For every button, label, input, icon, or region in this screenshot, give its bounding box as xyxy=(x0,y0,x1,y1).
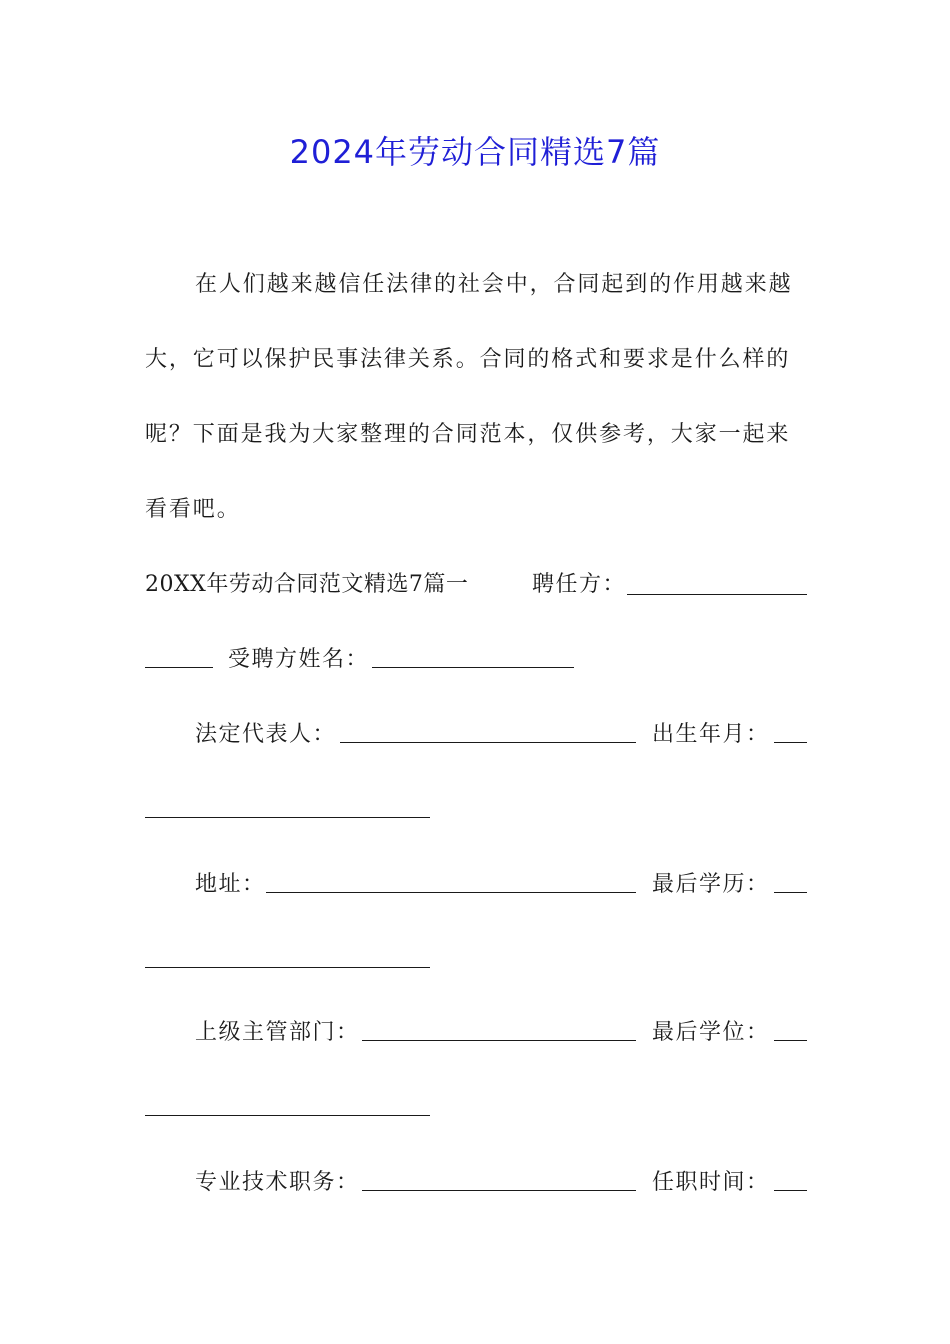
tenure-label: 任职时间： xyxy=(652,1170,770,1195)
employee-name-label: 受聘方姓名： xyxy=(228,647,370,672)
intro-line-2: 大，它可以保护民事法律关系。合同的格式和要求是什么样的 xyxy=(145,347,791,372)
intro-line-3: 呢？下面是我为大家整理的合同范本，仅供参考，大家一起来 xyxy=(145,422,791,447)
tenure-blank xyxy=(774,1190,807,1191)
employer-blank xyxy=(627,594,807,595)
intro-line-1: 在人们越来越信任法律的社会中，合同起到的作用越来越 xyxy=(195,272,793,297)
title-duty-label: 专业技术职务： xyxy=(195,1170,360,1195)
supervisor-label: 上级主管部门： xyxy=(195,1020,360,1045)
degree-blank-cont xyxy=(145,1115,430,1116)
section-heading: 20XX年劳动合同范文精选7篇一 xyxy=(145,572,469,597)
legal-rep-blank xyxy=(340,742,636,743)
employer-blank-cont xyxy=(145,667,213,668)
address-label: 地址： xyxy=(195,872,266,897)
document-title: 2024年劳动合同精选7篇 xyxy=(289,133,661,171)
supervisor-blank xyxy=(362,1040,636,1041)
employer-label: 聘任方： xyxy=(532,572,627,597)
degree-label: 最后学位： xyxy=(652,1020,770,1045)
birth-blank xyxy=(774,742,807,743)
address-blank xyxy=(266,892,636,893)
education-label: 最后学历： xyxy=(652,872,770,897)
employee-name-blank xyxy=(372,667,574,668)
legal-rep-label: 法定代表人： xyxy=(195,722,337,747)
degree-blank xyxy=(774,1040,807,1041)
birth-blank-cont xyxy=(145,817,430,818)
education-blank-cont xyxy=(145,967,430,968)
education-blank xyxy=(774,892,807,893)
intro-line-4: 看看吧。 xyxy=(145,497,241,522)
title-duty-blank xyxy=(362,1190,636,1191)
birth-label: 出生年月： xyxy=(652,722,770,747)
